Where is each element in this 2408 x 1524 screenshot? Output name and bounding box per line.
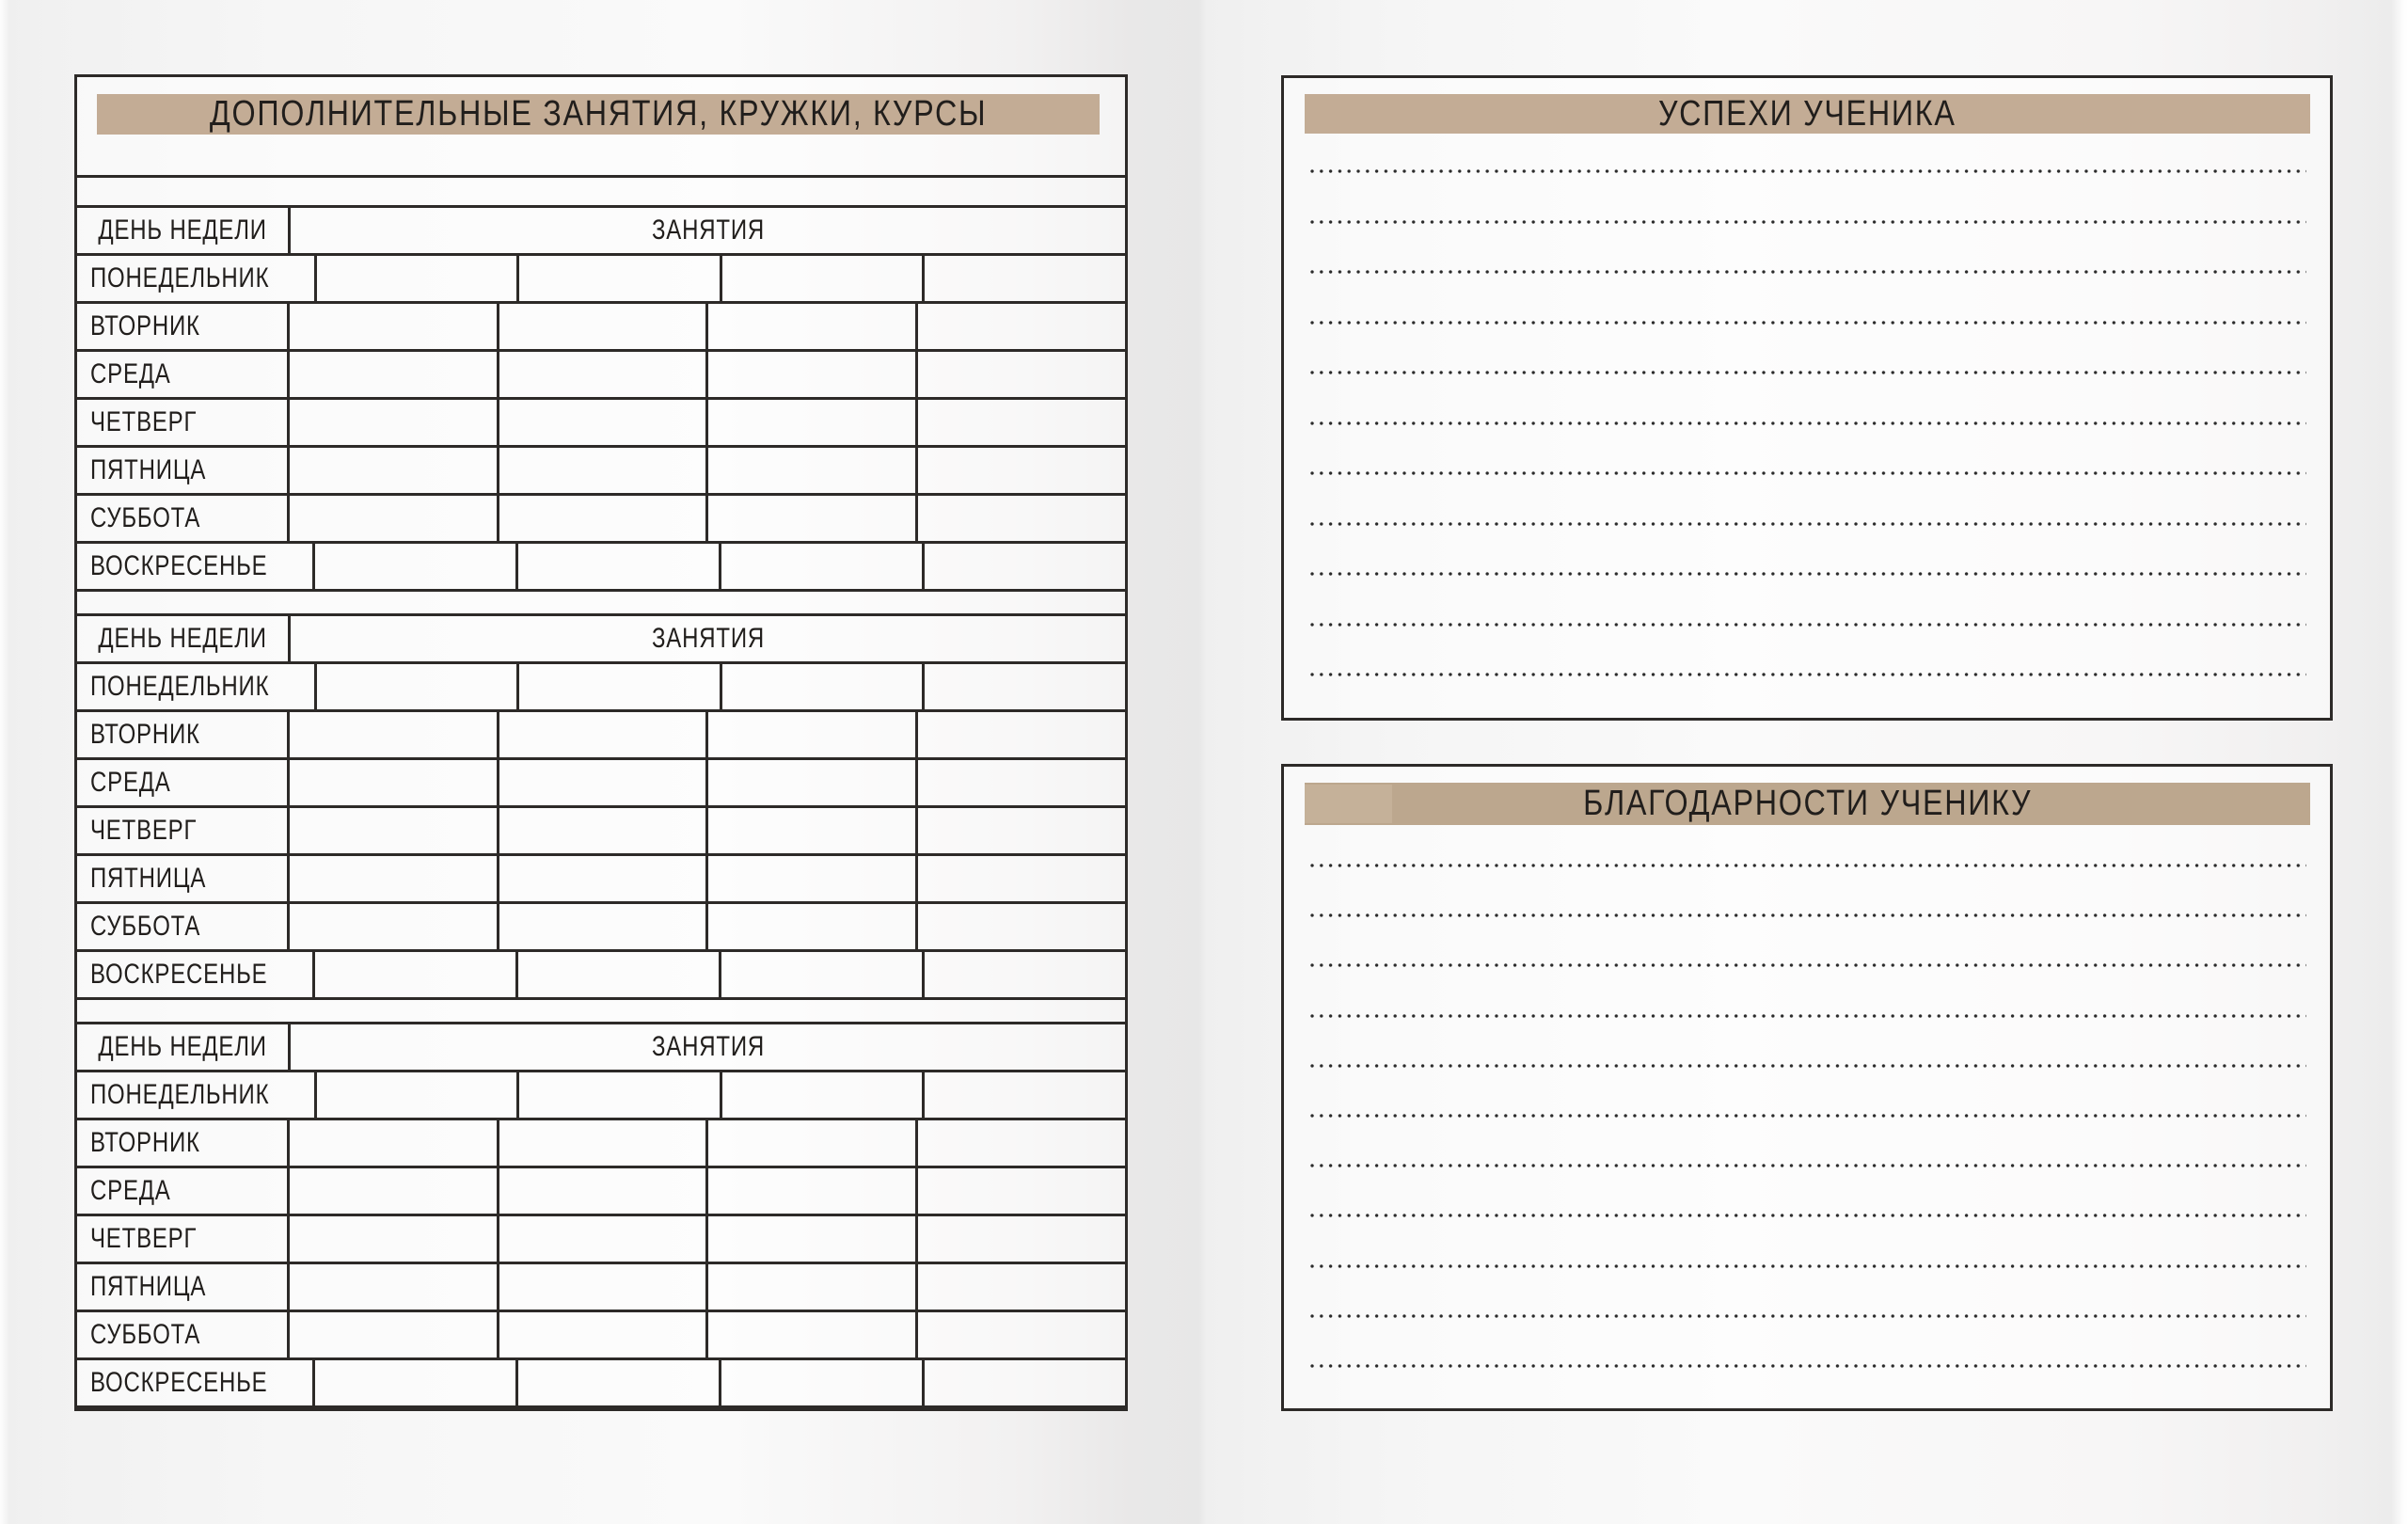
activity-cell bbox=[915, 400, 1125, 445]
activity-cell bbox=[915, 712, 1125, 757]
dotted-writing-line bbox=[1310, 572, 2306, 576]
day-name-label: СРЕДА bbox=[90, 1175, 171, 1206]
activity-cell bbox=[705, 760, 915, 805]
day-name-cell bbox=[77, 856, 287, 901]
activity-cell bbox=[922, 544, 1125, 589]
activity-cell bbox=[922, 664, 1125, 709]
activity-cell bbox=[497, 856, 706, 901]
day-name-label: ПОНЕДЕЛЬНИК bbox=[90, 262, 270, 294]
activity-cell bbox=[497, 400, 706, 445]
activity-cell bbox=[287, 448, 497, 493]
activity-cell bbox=[915, 304, 1125, 349]
activity-cell bbox=[719, 1360, 922, 1405]
dotted-writing-line bbox=[1310, 522, 2306, 526]
day-row bbox=[77, 712, 1125, 760]
activity-cell bbox=[915, 1168, 1125, 1214]
activity-cell bbox=[497, 1120, 706, 1166]
day-row bbox=[77, 304, 1125, 352]
activity-cell bbox=[287, 352, 497, 397]
day-of-week-header-cell bbox=[77, 616, 288, 661]
day-name-cell bbox=[77, 304, 287, 349]
gratitude-title: БЛАГОДАРНОСТИ УЧЕНИКУ bbox=[1582, 784, 2033, 823]
activity-cell bbox=[287, 808, 497, 853]
dotted-writing-line bbox=[1310, 1164, 2306, 1167]
activity-cell bbox=[705, 352, 915, 397]
activity-cell bbox=[497, 808, 706, 853]
day-name-label: СРЕДА bbox=[90, 767, 171, 798]
table-header-row bbox=[77, 208, 1125, 256]
activity-cell bbox=[705, 712, 915, 757]
day-row bbox=[77, 1120, 1125, 1168]
day-name-label: ЧЕТВЕРГ bbox=[90, 1223, 198, 1254]
day-name-label: ПОНЕДЕЛЬНИК bbox=[90, 1079, 270, 1110]
activity-cell bbox=[922, 256, 1125, 301]
successes-title-bar bbox=[1305, 94, 2310, 134]
table-header-row bbox=[77, 616, 1125, 664]
activity-cell bbox=[915, 1312, 1125, 1357]
dotted-writing-line bbox=[1310, 169, 2306, 173]
day-name-cell bbox=[77, 1120, 287, 1166]
dotted-writing-line bbox=[1310, 1214, 2306, 1217]
day-name-label: ПОНЕДЕЛЬНИК bbox=[90, 671, 270, 702]
dotted-writing-line bbox=[1310, 471, 2306, 475]
activity-cell bbox=[705, 808, 915, 853]
activities-header-cell bbox=[288, 208, 1125, 253]
activity-cell bbox=[705, 400, 915, 445]
activity-cell bbox=[719, 952, 922, 997]
day-of-week-header-label: ДЕНЬ НЕДЕЛИ bbox=[98, 623, 267, 654]
day-row bbox=[77, 352, 1125, 400]
day-row bbox=[77, 952, 1125, 1000]
activities-header-label: ЗАНЯТИЯ bbox=[651, 1031, 765, 1062]
activity-cell bbox=[705, 1264, 915, 1310]
dotted-writing-line bbox=[1310, 220, 2306, 224]
activity-cell bbox=[915, 1216, 1125, 1262]
dotted-writing-line bbox=[1310, 1014, 2306, 1018]
activity-cell bbox=[287, 400, 497, 445]
activity-cell bbox=[705, 1168, 915, 1214]
activity-cell bbox=[516, 664, 720, 709]
activity-cell bbox=[497, 760, 706, 805]
day-name-label: ЧЕТВЕРГ bbox=[90, 815, 198, 846]
activity-cell bbox=[516, 256, 720, 301]
day-row bbox=[77, 448, 1125, 496]
activity-cell bbox=[312, 544, 515, 589]
day-row bbox=[77, 256, 1125, 304]
day-name-cell bbox=[77, 1216, 287, 1262]
activity-cell bbox=[915, 1264, 1125, 1310]
dotted-writing-line bbox=[1310, 371, 2306, 374]
activity-cell bbox=[312, 952, 515, 997]
day-name-cell bbox=[77, 1264, 287, 1310]
activity-cell bbox=[497, 712, 706, 757]
day-name-label: ВОСКРЕСЕНЬЕ bbox=[90, 959, 268, 990]
activity-cell bbox=[497, 496, 706, 541]
dotted-writing-line bbox=[1310, 623, 2306, 627]
day-name-cell bbox=[77, 952, 312, 997]
activity-cell bbox=[705, 856, 915, 901]
day-name-label: ЧЕТВЕРГ bbox=[90, 406, 198, 437]
activity-cell bbox=[915, 808, 1125, 853]
activity-cell bbox=[719, 544, 922, 589]
activity-cell bbox=[515, 544, 719, 589]
activity-cell bbox=[287, 1216, 497, 1262]
dotted-writing-line bbox=[1310, 1314, 2306, 1318]
day-name-cell bbox=[77, 496, 287, 541]
day-row bbox=[77, 1168, 1125, 1216]
gratitude-panel bbox=[1281, 764, 2333, 1411]
activity-cell bbox=[915, 352, 1125, 397]
activity-cell bbox=[287, 1312, 497, 1357]
activity-cell bbox=[705, 1216, 915, 1262]
activity-cell bbox=[515, 1360, 719, 1405]
day-name-label: ВОСКРЕСЕНЬЕ bbox=[90, 550, 268, 581]
activity-cell bbox=[497, 448, 706, 493]
activity-cell bbox=[314, 1072, 517, 1118]
day-name-cell bbox=[77, 904, 287, 949]
dotted-writing-line bbox=[1310, 913, 2306, 917]
day-name-cell bbox=[77, 544, 312, 589]
activity-cell bbox=[287, 1120, 497, 1166]
activity-cell bbox=[497, 1312, 706, 1357]
day-of-week-header-label: ДЕНЬ НЕДЕЛИ bbox=[98, 1031, 267, 1062]
activity-cell bbox=[287, 904, 497, 949]
day-row bbox=[77, 664, 1125, 712]
day-row bbox=[77, 400, 1125, 448]
activity-cell bbox=[497, 904, 706, 949]
activity-cell bbox=[287, 712, 497, 757]
day-name-cell bbox=[77, 1168, 287, 1214]
day-name-cell bbox=[77, 352, 287, 397]
day-name-label: СУББОТА bbox=[90, 911, 201, 942]
day-row bbox=[77, 856, 1125, 904]
activity-cell bbox=[497, 352, 706, 397]
activity-cell bbox=[915, 856, 1125, 901]
day-name-cell bbox=[77, 1072, 314, 1118]
activity-cell bbox=[705, 448, 915, 493]
activity-cell bbox=[497, 1168, 706, 1214]
activity-cell bbox=[497, 304, 706, 349]
day-name-cell bbox=[77, 256, 314, 301]
day-name-label: ВТОРНИК bbox=[90, 310, 200, 341]
day-name-label: СУББОТА bbox=[90, 1319, 201, 1350]
activity-cell bbox=[705, 496, 915, 541]
dotted-writing-line bbox=[1310, 963, 2306, 967]
activity-cell bbox=[497, 1264, 706, 1310]
activities-header-cell bbox=[288, 616, 1125, 661]
dotted-writing-line bbox=[1310, 1264, 2306, 1268]
day-row bbox=[77, 1360, 1125, 1408]
day-row bbox=[77, 1216, 1125, 1264]
dotted-writing-line bbox=[1310, 321, 2306, 325]
activity-cell bbox=[915, 448, 1125, 493]
activity-cell bbox=[922, 1360, 1125, 1405]
day-row bbox=[77, 904, 1125, 952]
day-name-cell bbox=[77, 400, 287, 445]
activity-cell bbox=[922, 952, 1125, 997]
activity-cell bbox=[287, 304, 497, 349]
day-of-week-header-cell bbox=[77, 208, 288, 253]
day-name-cell bbox=[77, 1360, 312, 1405]
day-name-label: ПЯТНИЦА bbox=[90, 1271, 207, 1302]
day-row bbox=[77, 544, 1125, 592]
activity-cell bbox=[705, 304, 915, 349]
day-name-cell bbox=[77, 664, 314, 709]
activity-cell bbox=[287, 856, 497, 901]
activity-cell bbox=[287, 1264, 497, 1310]
activity-cell bbox=[312, 1360, 515, 1405]
day-name-cell bbox=[77, 760, 287, 805]
activities-header-label: ЗАНЯТИЯ bbox=[651, 623, 765, 654]
successes-panel bbox=[1281, 75, 2333, 721]
dotted-writing-line bbox=[1310, 1114, 2306, 1118]
activity-cell bbox=[314, 256, 517, 301]
day-of-week-header-label: ДЕНЬ НЕДЕЛИ bbox=[98, 214, 267, 246]
dotted-writing-line bbox=[1310, 270, 2306, 274]
activity-cell bbox=[287, 1168, 497, 1214]
activity-cell bbox=[915, 760, 1125, 805]
activity-cell bbox=[705, 1120, 915, 1166]
extra-activities-page bbox=[74, 74, 1128, 1411]
activity-cell bbox=[497, 1216, 706, 1262]
day-name-cell bbox=[77, 1312, 287, 1357]
activity-cell bbox=[915, 1120, 1125, 1166]
activity-cell bbox=[720, 664, 923, 709]
activity-cell bbox=[515, 952, 719, 997]
activity-cell bbox=[922, 1072, 1125, 1118]
activities-header-cell bbox=[288, 1024, 1125, 1070]
day-row bbox=[77, 496, 1125, 544]
title-bar-highlight bbox=[1305, 785, 1392, 823]
activity-cell bbox=[705, 904, 915, 949]
activity-cell bbox=[705, 1312, 915, 1357]
activity-cell bbox=[516, 1072, 720, 1118]
dotted-writing-line bbox=[1310, 421, 2306, 425]
weekly-activities-table bbox=[77, 613, 1125, 1000]
activity-cell bbox=[314, 664, 517, 709]
day-name-cell bbox=[77, 448, 287, 493]
activity-cell bbox=[287, 496, 497, 541]
day-name-label: СУББОТА bbox=[90, 502, 201, 533]
day-name-label: ВОСКРЕСЕНЬЕ bbox=[90, 1367, 268, 1398]
day-name-cell bbox=[77, 808, 287, 853]
activities-header-label: ЗАНЯТИЯ bbox=[651, 214, 765, 246]
activity-cell bbox=[287, 760, 497, 805]
activity-cell bbox=[915, 496, 1125, 541]
dotted-writing-line bbox=[1310, 1064, 2306, 1068]
successes-title: УСПЕХИ УЧЕНИКА bbox=[1658, 93, 1956, 134]
day-name-label: ВТОРНИК bbox=[90, 719, 200, 750]
day-name-label: ПЯТНИЦА bbox=[90, 863, 207, 894]
day-name-label: СРЕДА bbox=[90, 358, 171, 389]
title-separator-line bbox=[77, 175, 1125, 178]
day-name-label: ПЯТНИЦА bbox=[90, 454, 207, 485]
dotted-writing-line bbox=[1310, 864, 2306, 867]
table-header-row bbox=[77, 1024, 1125, 1072]
day-row bbox=[77, 808, 1125, 856]
dotted-writing-line bbox=[1310, 673, 2306, 676]
day-name-cell bbox=[77, 712, 287, 757]
activities-title-bar bbox=[97, 94, 1100, 135]
gratitude-title-bar bbox=[1305, 783, 2310, 825]
dotted-writing-line bbox=[1310, 1364, 2306, 1368]
day-name-label: ВТОРНИК bbox=[90, 1127, 200, 1158]
activities-title: ДОПОЛНИТЕЛЬНЫЕ ЗАНЯТИЯ, КРУЖКИ, КУРСЫ bbox=[209, 94, 988, 134]
day-row bbox=[77, 1312, 1125, 1360]
day-row bbox=[77, 1264, 1125, 1312]
activity-cell bbox=[720, 256, 923, 301]
day-of-week-header-cell bbox=[77, 1024, 288, 1070]
weekly-activities-table bbox=[77, 1022, 1125, 1408]
day-row bbox=[77, 1072, 1125, 1120]
activity-cell bbox=[915, 904, 1125, 949]
activity-cell bbox=[720, 1072, 923, 1118]
weekly-activities-table bbox=[77, 205, 1125, 592]
day-row bbox=[77, 760, 1125, 808]
